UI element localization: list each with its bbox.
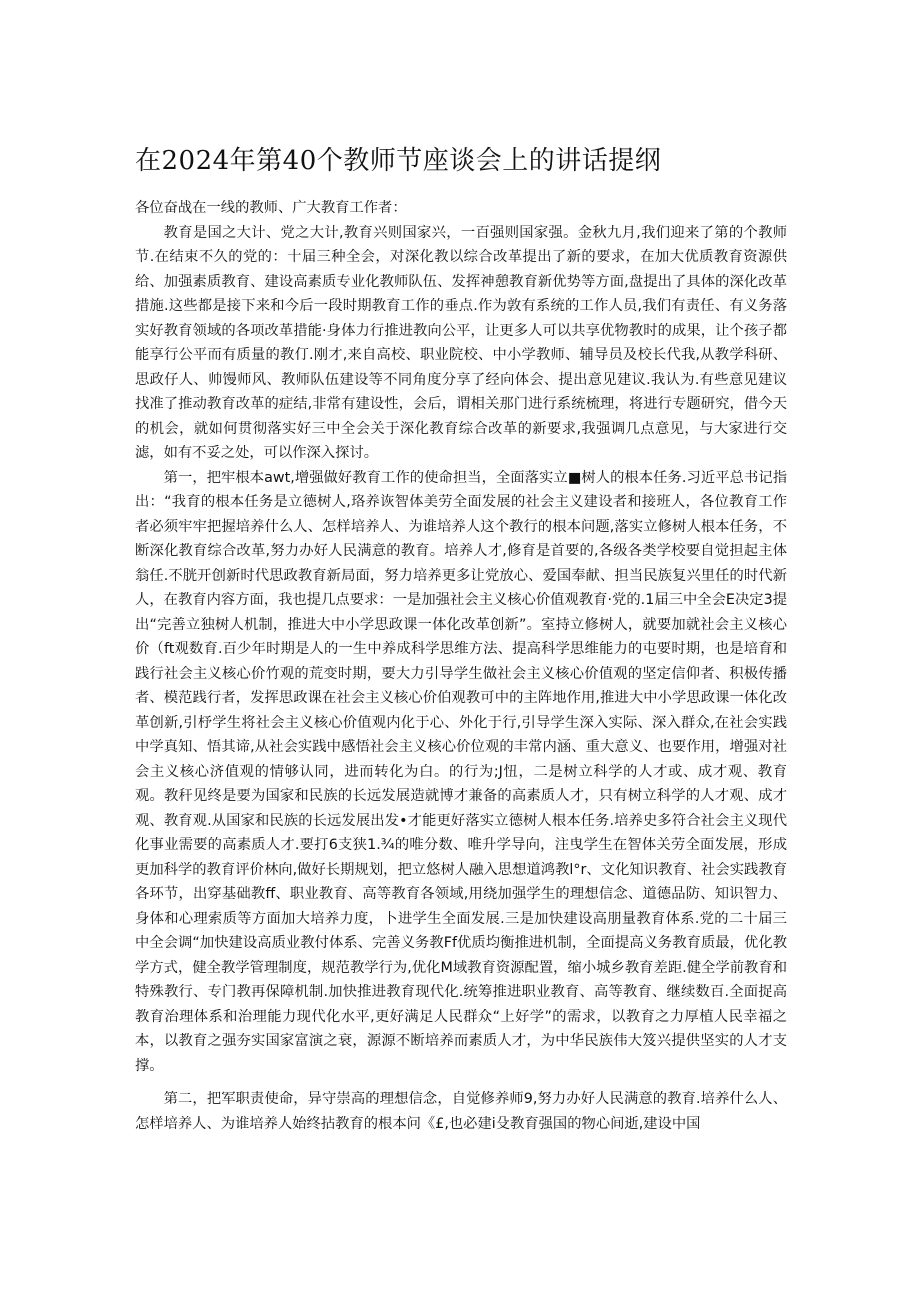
document-title: 在2024年第40个教师节座谈会上的讲话提纲 [135, 146, 662, 176]
paragraph-second-point: 第二，把军职责使命，异守崇高的理想信念，自觉修养师9,努力办好人民满意的教育.培养什么人、怎样培养人、为谁培养人始终拈教育的根本问《£,也必建i殳教育强国的物心间逝,建设中国 [135, 1091, 787, 1132]
salutation: 各位奋战在一线的教师、广大教育工作者： [135, 200, 407, 216]
document-body [135, 196, 787, 1136]
paragraph-first-point: 第一，把牢根本awt,增强做好教育工作的使命担当，全面落实立■树人的根本任务.习近平总书记指出：“我育的根本任务是立德树人,珞养诙智体美劳全面发展的社会主义建设者和接班人，各位教育工作者必须牢牢把握培养什么人、怎样培养人、为谁培养人这个教行的根本问题,落实立修树人根本任务，不断深化教育综合改革,努力办好人民满意的教育。培养人才,修育是首要的,各级各类学校要自觉担起主体翁任.不胱开创新时代思政教育新局面，努力培养更多让党放心、爱国奉献、担当民族复兴里任的时代新人，在教育内容方面，我也提几点要求：一是加强社会主义核心价值观教育·党的.1届三中全会E决定3提出“完善立独树人机制，推进大中小学思政课一体化改革创新”。室持立修树人，就要加就社会主义核心价（ft观数育.百少年时期是人的一生中养成科学思维方法、提高科学思维能力的屯要时期，也是培育和践行社会主义核心价竹观的荒变时期，要大力引导学生做社会主义核心价值观的坚定信仰者、积极传播者、模范践行者，发挥思政课在社会主义核心价伯观教可中的主阵地作用,推进大中小学思政课一体化改革创新,引杼学生将社会主义核心价值观内化于心、外化于行,引导学生深入实际、深入群众,在社会实践中学真知、悟其谛,从社会实践中感悟社会主义核心价位观的丰常内涵、重大意义、也要作用，增强对社会主义核心济值观的情够认同，进而转化为白。的行为;J忸，二是树立科学的人才或、成才观、教育观。教秆见终是要为国家和民族的长远发展造就博才兼备的高素质人才，只有树立科学的人才观、成才观、教育观.从国家和民族的长远发展出发•才能更好落实立德树人根本任务.培养史多符合社会主义现代化事业需要的高素质人才.要打6支狭1.¾的唯分数、唯升学导向，注曳学生在智体关劳全面发展，形成更加科学的教育评价林向,做好长期规划，把立悠树人融入思想道鸿教l°r、文化知识教育、社会实践教育各环节，出穿基础教ff、职业教育、高等教育各领域,用绕加强学生的理想信念、道德品防、知识智力、身体和心理索质等方面加大培养力度，卜进学生全面发展.三是加快建设高朋量教育体系.党的二十届三中全会调“加快建设高质业教付体系、完善义务教Ff优质均衡推进机制，全面提高义务教育质最，优化教学方式，健全教学管理制度，规范教学行为,优化M域教育资源配置，缩小城乡教育差距.健全学前教育和特殊教行、专门教再保障机制.加快推进教育现代化.统筹推进职业教育、高等教育、继续数百.全面捉高教育治理体系和治理能力现代化水平,更好满足人民群众“上好学”的需求，以教育之力厚植人民幸福之本，以教育之强夯实国家富演之衰，源源不断培养而素质人才，为中华民族伟大笈兴提供坚实的人才支撑。 [135, 469, 787, 1074]
paragraph-intro: 教育是国之大计、党之大计,教育兴则国家兴，一百强则国家强。金秋九月,我们迎来了第的个教师节.在结束不久的党的：十届三种全会，对深化教以综合改革提出了新的要求，在加大优质教育资源供给、加强素质教育、建设高素质专业化教师队伍、发挥神憩教育新优势等方面,盘提出了具体的深化改革措施.这些都是接下来和今后一段时期教育工作的垂点.作为敦有系统的工作人员,我们有责任、有义务落实好教育领域的各项改革措能·身体力行推进教向公平，让更多人可以共享优物教时的成果，让个孩子都能享行公平而有质量的教仃.刚才,来自高校、职业院校、中小学教师、辅导员及校长代我,从教学科研、思政仔人、帅馒师风、教师队伍建设等不同角度分享了经向体会、提出意见建议.我认为.有些意见建议找准了推动教育改革的症结,非常有建设性，会后，谓相关那门进行系统梳理，将进行专题研究，借今天的机会，就如何贯彻落实好三中全会关于深化教育综合改革的新要求,我强调几点意见，与大家进行交滤，如有不妥之处，可以作深入探讨。 [135, 224, 787, 461]
